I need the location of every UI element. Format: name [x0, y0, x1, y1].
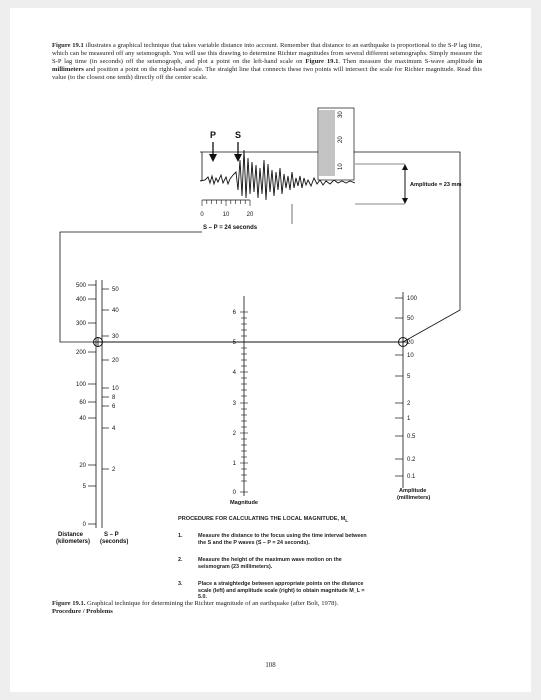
- distance-tick-40: 40: [79, 416, 86, 422]
- distance-point-marker: [93, 337, 103, 347]
- time-tick-0: 0: [200, 212, 204, 218]
- magnitude-tick-5: 5: [232, 340, 236, 346]
- intro-text-2: . Then measure the maximum S-wave amplitude: [338, 58, 477, 65]
- step-number: 3.: [178, 581, 183, 588]
- amplitude-arrow-icon: [402, 164, 408, 204]
- step-number: 1.: [178, 533, 183, 540]
- distance-axis-label: Distance: [58, 532, 84, 538]
- distance-tick-300: 300: [75, 321, 86, 327]
- amplitude-tick-2: 2: [407, 401, 411, 407]
- sp-axis-unit: (seconds): [100, 539, 129, 545]
- distance-tick-0: 0: [82, 522, 86, 528]
- distance-tick-60: 60: [79, 400, 86, 406]
- amplitude-point-marker: [398, 337, 408, 347]
- magnitude-tick-1: 1: [232, 461, 236, 467]
- sp-tick-2: 2: [112, 467, 116, 473]
- intro-text-3: and position a point on the right-hand scale. The straight line that connects these two points will intersect the scale for Richter magnitude. Read this value (to the closest one tenth) directly off the center scale.: [52, 66, 482, 81]
- procedure-step: [178, 557, 478, 570]
- amplitude-tick-100: 100: [407, 296, 418, 302]
- amplitude-tick-0-1: 0.1: [407, 474, 416, 480]
- s-wave-label: S: [235, 130, 242, 140]
- amplitude-tick-5: 5: [407, 374, 411, 380]
- amplitude-tick-0-2: 0.2: [407, 457, 416, 463]
- magnitude-tick-3: 3: [232, 401, 236, 407]
- amplitude-tick-10: 10: [407, 353, 414, 359]
- amplitude-axis-unit: (millimeters): [397, 495, 431, 501]
- amplitude-tick-1: 1: [407, 416, 411, 422]
- figure-caption: [52, 600, 492, 616]
- distance-tick-400: 400: [75, 297, 86, 303]
- sp-tick-8: 8: [112, 395, 116, 401]
- sp-tick-10: 10: [112, 386, 119, 392]
- time-tick-20: 20: [246, 212, 254, 218]
- magnitude-axis-label: Magnitude: [230, 500, 258, 506]
- procedure-step: [178, 533, 478, 546]
- amplitude-tick-20: 20: [407, 340, 414, 346]
- caption-label: Figure 19.1.: [52, 600, 86, 607]
- page-number: 108: [265, 662, 276, 669]
- mm-tick-20: 20: [338, 136, 344, 143]
- distance-tick-20: 20: [79, 463, 86, 469]
- magnitude-tick-2: 2: [232, 431, 236, 437]
- amplitude-value-label: Amplitude = 23 mm: [410, 182, 462, 188]
- procedure-title: PROCEDURE FOR CALCULATING THE LOCAL MAGNITUDE, $M_L$: [178, 516, 349, 524]
- sp-axis-label: S – P: [104, 532, 119, 538]
- sp-interval-label: S – P = 24 seconds: [203, 225, 258, 231]
- sp-tick-20: 20: [112, 358, 119, 364]
- sp-tick-30: 30: [112, 334, 119, 340]
- time-tick-10: 10: [222, 212, 230, 218]
- mm-tick-10: 10: [338, 163, 344, 170]
- step-text: Place a straightedge between appropriate points on the distance scale (left) and amplitude scale (right) to obtain magnitude M_L = 5.0.: [198, 581, 365, 601]
- distance-tick-5: 5: [82, 484, 86, 490]
- amplitude-axis-label: Amplitude: [399, 488, 427, 494]
- sp-tick-40: 40: [112, 308, 119, 314]
- intro-lead: Figure 19.1: [52, 42, 84, 49]
- procedure-box: [178, 516, 478, 612]
- procedure-step: [178, 581, 478, 601]
- nomogram: [56, 280, 430, 545]
- sp-tick-6: 6: [112, 404, 116, 410]
- magnitude-tick-4: 4: [232, 370, 236, 376]
- sp-tick-50: 50: [112, 287, 119, 293]
- seismogram: [200, 108, 461, 231]
- caption-text: Graphical technique for determining the Richter magnitude of an earthquake (after Bolt, 1978).: [85, 600, 339, 607]
- magnitude-tick-0: 0: [232, 490, 236, 496]
- connector-lines: [60, 152, 460, 342]
- distance-tick-500: 500: [75, 283, 86, 289]
- magnitude-tick-6: 6: [232, 310, 236, 316]
- intro-text-1: illustrates a graphical technique that takes variable distance into account. Remember that distance to an earthquake is proportional to the S-P lag time, which can be measured off any seismograph. You will use this drawing to determine Richter magnitudes from several different seismographs. Simply measure the S-P lag time (in seconds) off the seismograph, and plot a point on the left-hand scale on: [52, 42, 482, 65]
- intro-figure-ref: Figure 19.1: [305, 58, 339, 65]
- distance-tick-200: 200: [75, 350, 86, 356]
- intro-emphasis: in millimeters: [52, 58, 483, 73]
- step-text: Measure the height of the maximum wave motion on the seismogram (23 millimeters).: [198, 557, 342, 570]
- distance-tick-100: 100: [75, 382, 86, 388]
- sp-tick-4: 4: [112, 426, 116, 432]
- step-text: Measure the distance to the focus using the time interval between the S and the P waves (S – P = 24 seconds).: [198, 533, 367, 546]
- amplitude-tick-0-5: 0.5: [407, 434, 416, 440]
- distance-axis-unit: (kilometers): [56, 539, 91, 545]
- p-wave-label: P: [210, 130, 217, 140]
- mm-tick-30: 30: [338, 111, 344, 118]
- section-heading: Procedure / Problems: [52, 608, 113, 615]
- step-number: 2.: [178, 557, 183, 564]
- amplitude-tick-50: 50: [407, 316, 414, 322]
- amplitude-ruler: [318, 108, 354, 180]
